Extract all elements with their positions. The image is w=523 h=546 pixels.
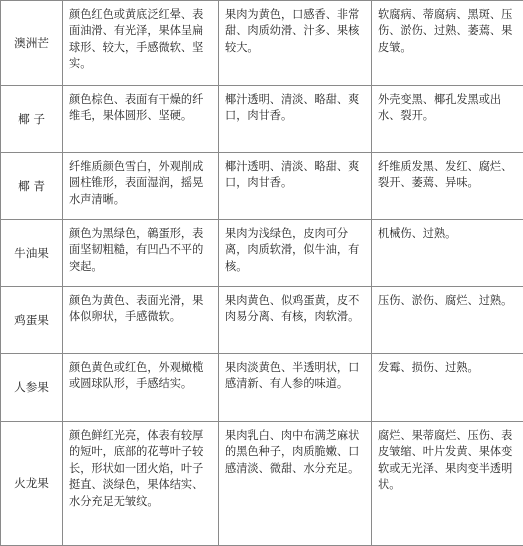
appearance-cell: 颜色为黄色、表面光滑，果体似卵状，手感微软。 bbox=[63, 287, 219, 354]
table-row bbox=[1, 153, 523, 220]
flesh-cell: 果肉为黄色，口感香、非常甜、肉质幼滑、汁多、果核较大。 bbox=[219, 1, 372, 86]
defects-cell: 机械伤、过熟。 bbox=[372, 220, 523, 287]
flesh-cell: 果肉乳白、肉中布满芝麻状的黑色种子，肉质脆嫩、口感清淡、微甜、水分充足。 bbox=[219, 422, 372, 546]
table-row bbox=[1, 287, 523, 354]
table-row bbox=[1, 354, 523, 422]
defects-cell: 软腐病、蒂腐病、黑斑、压伤、淤伤、过熟、萎蔫、果皮皱。 bbox=[372, 1, 523, 86]
fruit-name-cell: 椰 子 bbox=[1, 86, 63, 153]
appearance-cell: 颜色为黑绿色，鶙蛋形，表面坚韧粗糙，有凹凸不平的突起。 bbox=[63, 220, 219, 287]
flesh-cell: 果肉淡黄色、半透明状，口感清新、有人参的味道。 bbox=[219, 354, 372, 422]
defects-cell: 压伤、淤伤、腐烂、过熟。 bbox=[372, 287, 523, 354]
flesh-cell: 果肉黄色、似鸡蛋黄，皮不肉易分离、有核，肉软滑。 bbox=[219, 287, 372, 354]
fruit-name-cell: 澳洲芒 bbox=[1, 1, 63, 86]
fruit-name-cell: 鸡蛋果 bbox=[1, 287, 63, 354]
flesh-cell: 椰汁透明、清淡、略甜、爽口，肉甘香。 bbox=[219, 86, 372, 153]
table-row bbox=[1, 220, 523, 287]
defects-cell: 纤维质发黑、发红、腐烂、裂开、萎蔫、异味。 bbox=[372, 153, 523, 220]
flesh-cell: 椰汁透明、清淡、略甜、爽口，肉甘香。 bbox=[219, 153, 372, 220]
fruit-name-cell: 椰 青 bbox=[1, 153, 63, 220]
defects-cell: 腐烂、果蒂腐烂、压伤、表皮皱缩、叶片发黄、果体变软或无光泽、果肉变半透明状。 bbox=[372, 422, 523, 546]
appearance-cell: 颜色黄色或红色，外观橄榄或圆球队形，手感结实。 bbox=[63, 354, 219, 422]
appearance-cell: 颜色红色或黄底泛红晕、表面油滑、有光泽，果体呈扁球形、较大，手感微软、坚实。 bbox=[63, 1, 219, 86]
appearance-cell: 颜色鲜红光亮，体表有较厚的短叶，底部的花萼叶子较长，形状如一团火焰，叶子挺直、淡绿色，果体结实、水分充足无皱纹。 bbox=[63, 422, 219, 546]
flesh-cell: 果肉为浅绿色，皮肉可分离，肉质软滑，似牛油，有核。 bbox=[219, 220, 372, 287]
defects-cell: 外壳变黑、椰孔发黑或出水、裂开。 bbox=[372, 86, 523, 153]
table-row bbox=[1, 86, 523, 153]
appearance-cell: 颜色棕色、表面有干燥的纤维毛，果体圆形、坚硬。 bbox=[63, 86, 219, 153]
table-row bbox=[1, 1, 523, 86]
table-row bbox=[1, 422, 523, 546]
defects-cell: 发霉、损伤、过熟。 bbox=[372, 354, 523, 422]
appearance-cell: 纤维质颜色雪白，外观削成圆柱锥形，表面湿润，摇晃水声清晰。 bbox=[63, 153, 219, 220]
fruit-name-cell: 牛油果 bbox=[1, 220, 63, 287]
fruit-name-cell: 人参果 bbox=[1, 354, 63, 422]
fruit-name-cell: 火龙果 bbox=[1, 422, 63, 546]
